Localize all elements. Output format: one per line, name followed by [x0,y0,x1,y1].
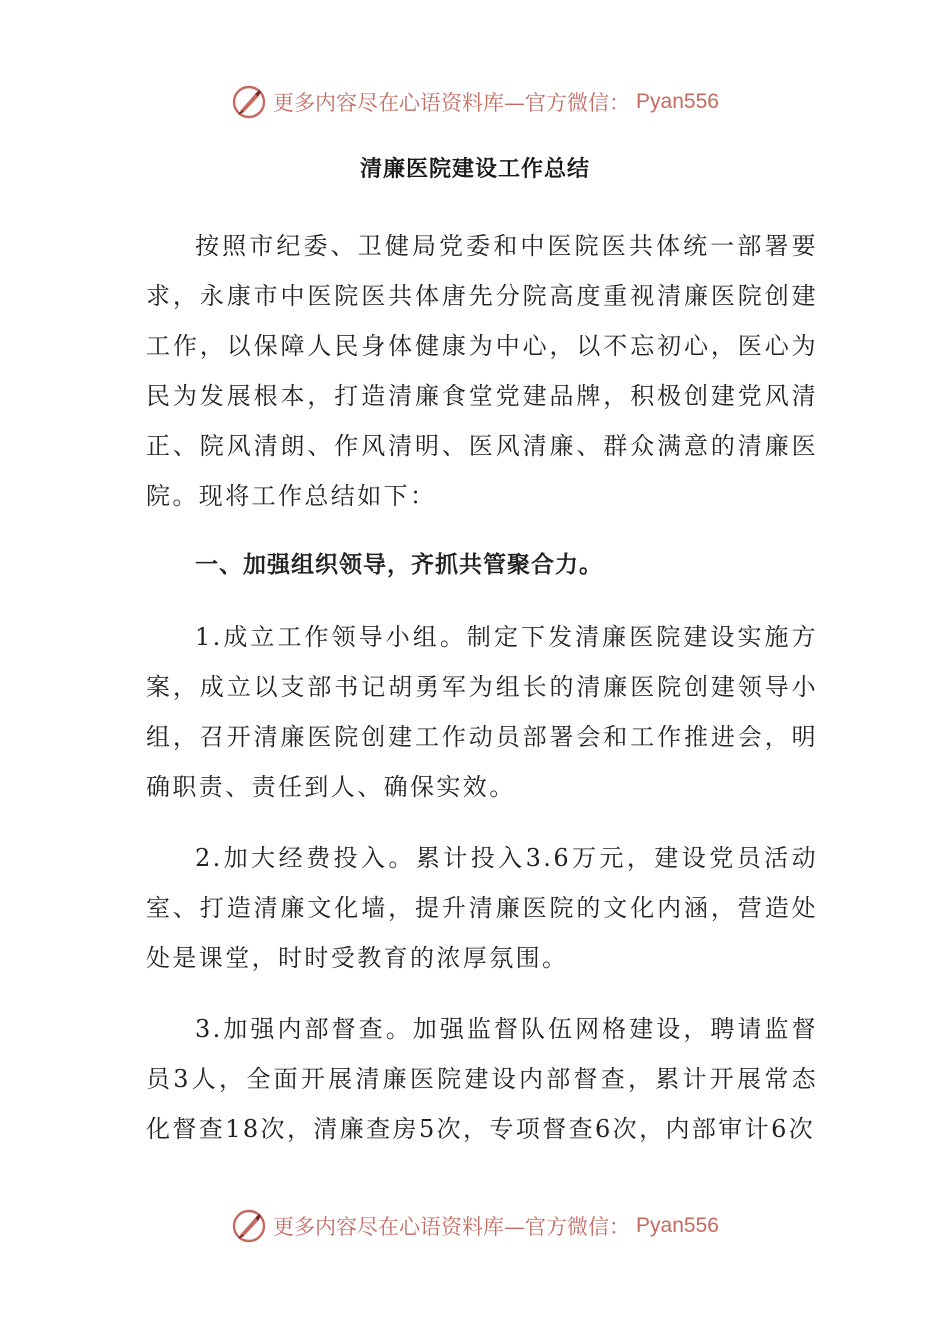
watermark-banner-top [0,84,950,120]
list-item: 3.加强内部督查。加强监督队伍网格建设，聘请监督员3人，全面开展清廉医院建设内部督查，累计开展常态化督查18次，清廉查房5次，专项督查6次，内部审计6次 [146,1015,818,1143]
quill-pen-icon [231,1208,267,1244]
list-item: 2.加大经费投入。累计投入3.6万元，建设党员活动室、打造清廉文化墙，提升清廉医院的文化内涵，营造处处是课堂，时时受教育的浓厚氛围。 [146,844,818,972]
list-item: 1.成立工作领导小组。制定下发清廉医院建设实施方案，成立以支部书记胡勇军为组长的清廉医院创建领导小组，召开清廉医院创建工作动员部署会和工作推进会，明确职责、责任到人、确保实效。 [146,623,818,801]
wechat-id: Pyan556 [636,90,719,113]
section-heading: 一、加强组织领导，齐抓共管聚合力。 [195,552,603,578]
document-title: 清廉医院建设工作总结 [359,157,590,182]
wechat-id: Pyan556 [636,1214,719,1237]
watermark-text: 更多内容尽在心语资料库—官方微信： [273,1215,631,1239]
watermark-banner-bottom [0,1208,950,1244]
watermark-text: 更多内容尽在心语资料库—官方微信： [273,91,631,115]
quill-pen-icon [231,84,267,120]
intro-paragraph: 按照市纪委、卫健局党委和中医院医共体统一部署要求，永康市中医院医共体唐先分院高度重视清廉医院创建工作，以保障人民身体健康为中心，以不忘初心，医心为民为发展根本，打造清廉食堂党建品牌，积极创建党风清正、院风清朗、作风清明、医风清廉、群众满意的清廉医院。现将工作总结如下： [146,232,818,510]
